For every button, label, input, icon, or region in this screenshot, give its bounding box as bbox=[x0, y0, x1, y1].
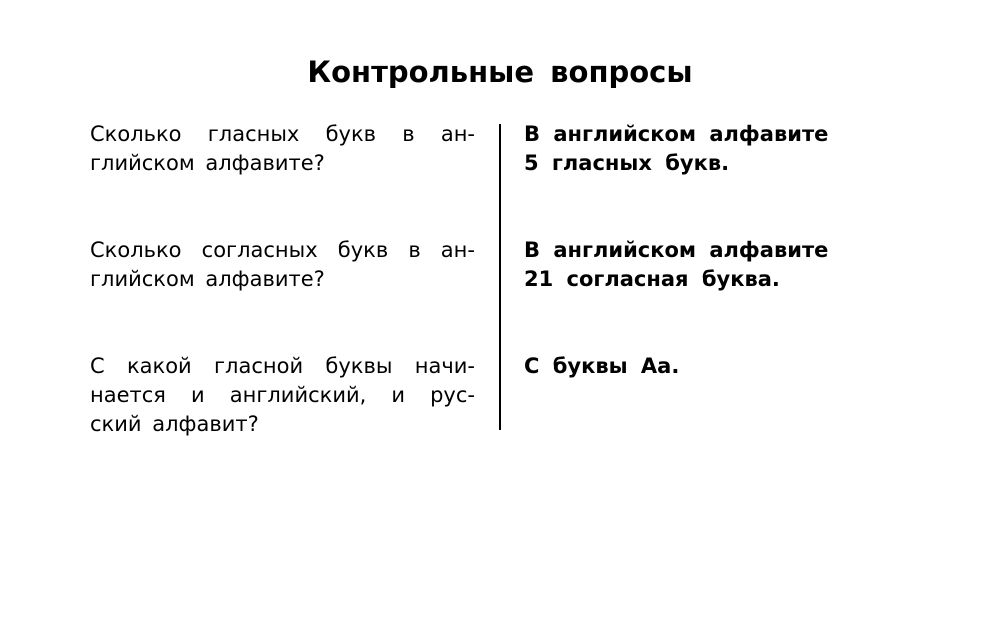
question-3 bbox=[90, 352, 475, 439]
question-1 bbox=[90, 120, 475, 178]
question-1-line-1: Сколько гласных букв в ан- bbox=[90, 122, 475, 146]
question-3-line-1: С какой гласной буквы начи- bbox=[90, 354, 475, 378]
page-title: Контрольные вопросы bbox=[307, 55, 693, 89]
answer-1-line-1: В английском алфавите bbox=[524, 122, 829, 146]
question-3-line-3: ский алфавит? bbox=[90, 412, 259, 436]
column-divider bbox=[499, 124, 501, 430]
answer-3-line-1: С буквы Аа. bbox=[524, 354, 680, 378]
question-2-line-1: Сколько согласных букв в ан- bbox=[90, 238, 475, 262]
question-1-line-2: глийском алфавите? bbox=[90, 151, 325, 175]
question-2-line-2: глийском алфавите? bbox=[90, 267, 325, 291]
question-3-line-2: нается и английский, и рус- bbox=[90, 383, 475, 407]
answer-2 bbox=[524, 236, 854, 294]
answer-1 bbox=[524, 120, 854, 178]
answer-3 bbox=[524, 352, 854, 381]
question-2 bbox=[90, 236, 475, 294]
answer-2-line-1: В английском алфавите bbox=[524, 238, 829, 262]
answer-1-line-2: 5 гласных букв. bbox=[524, 151, 730, 175]
answer-2-line-2: 21 согласная буква. bbox=[524, 267, 780, 291]
